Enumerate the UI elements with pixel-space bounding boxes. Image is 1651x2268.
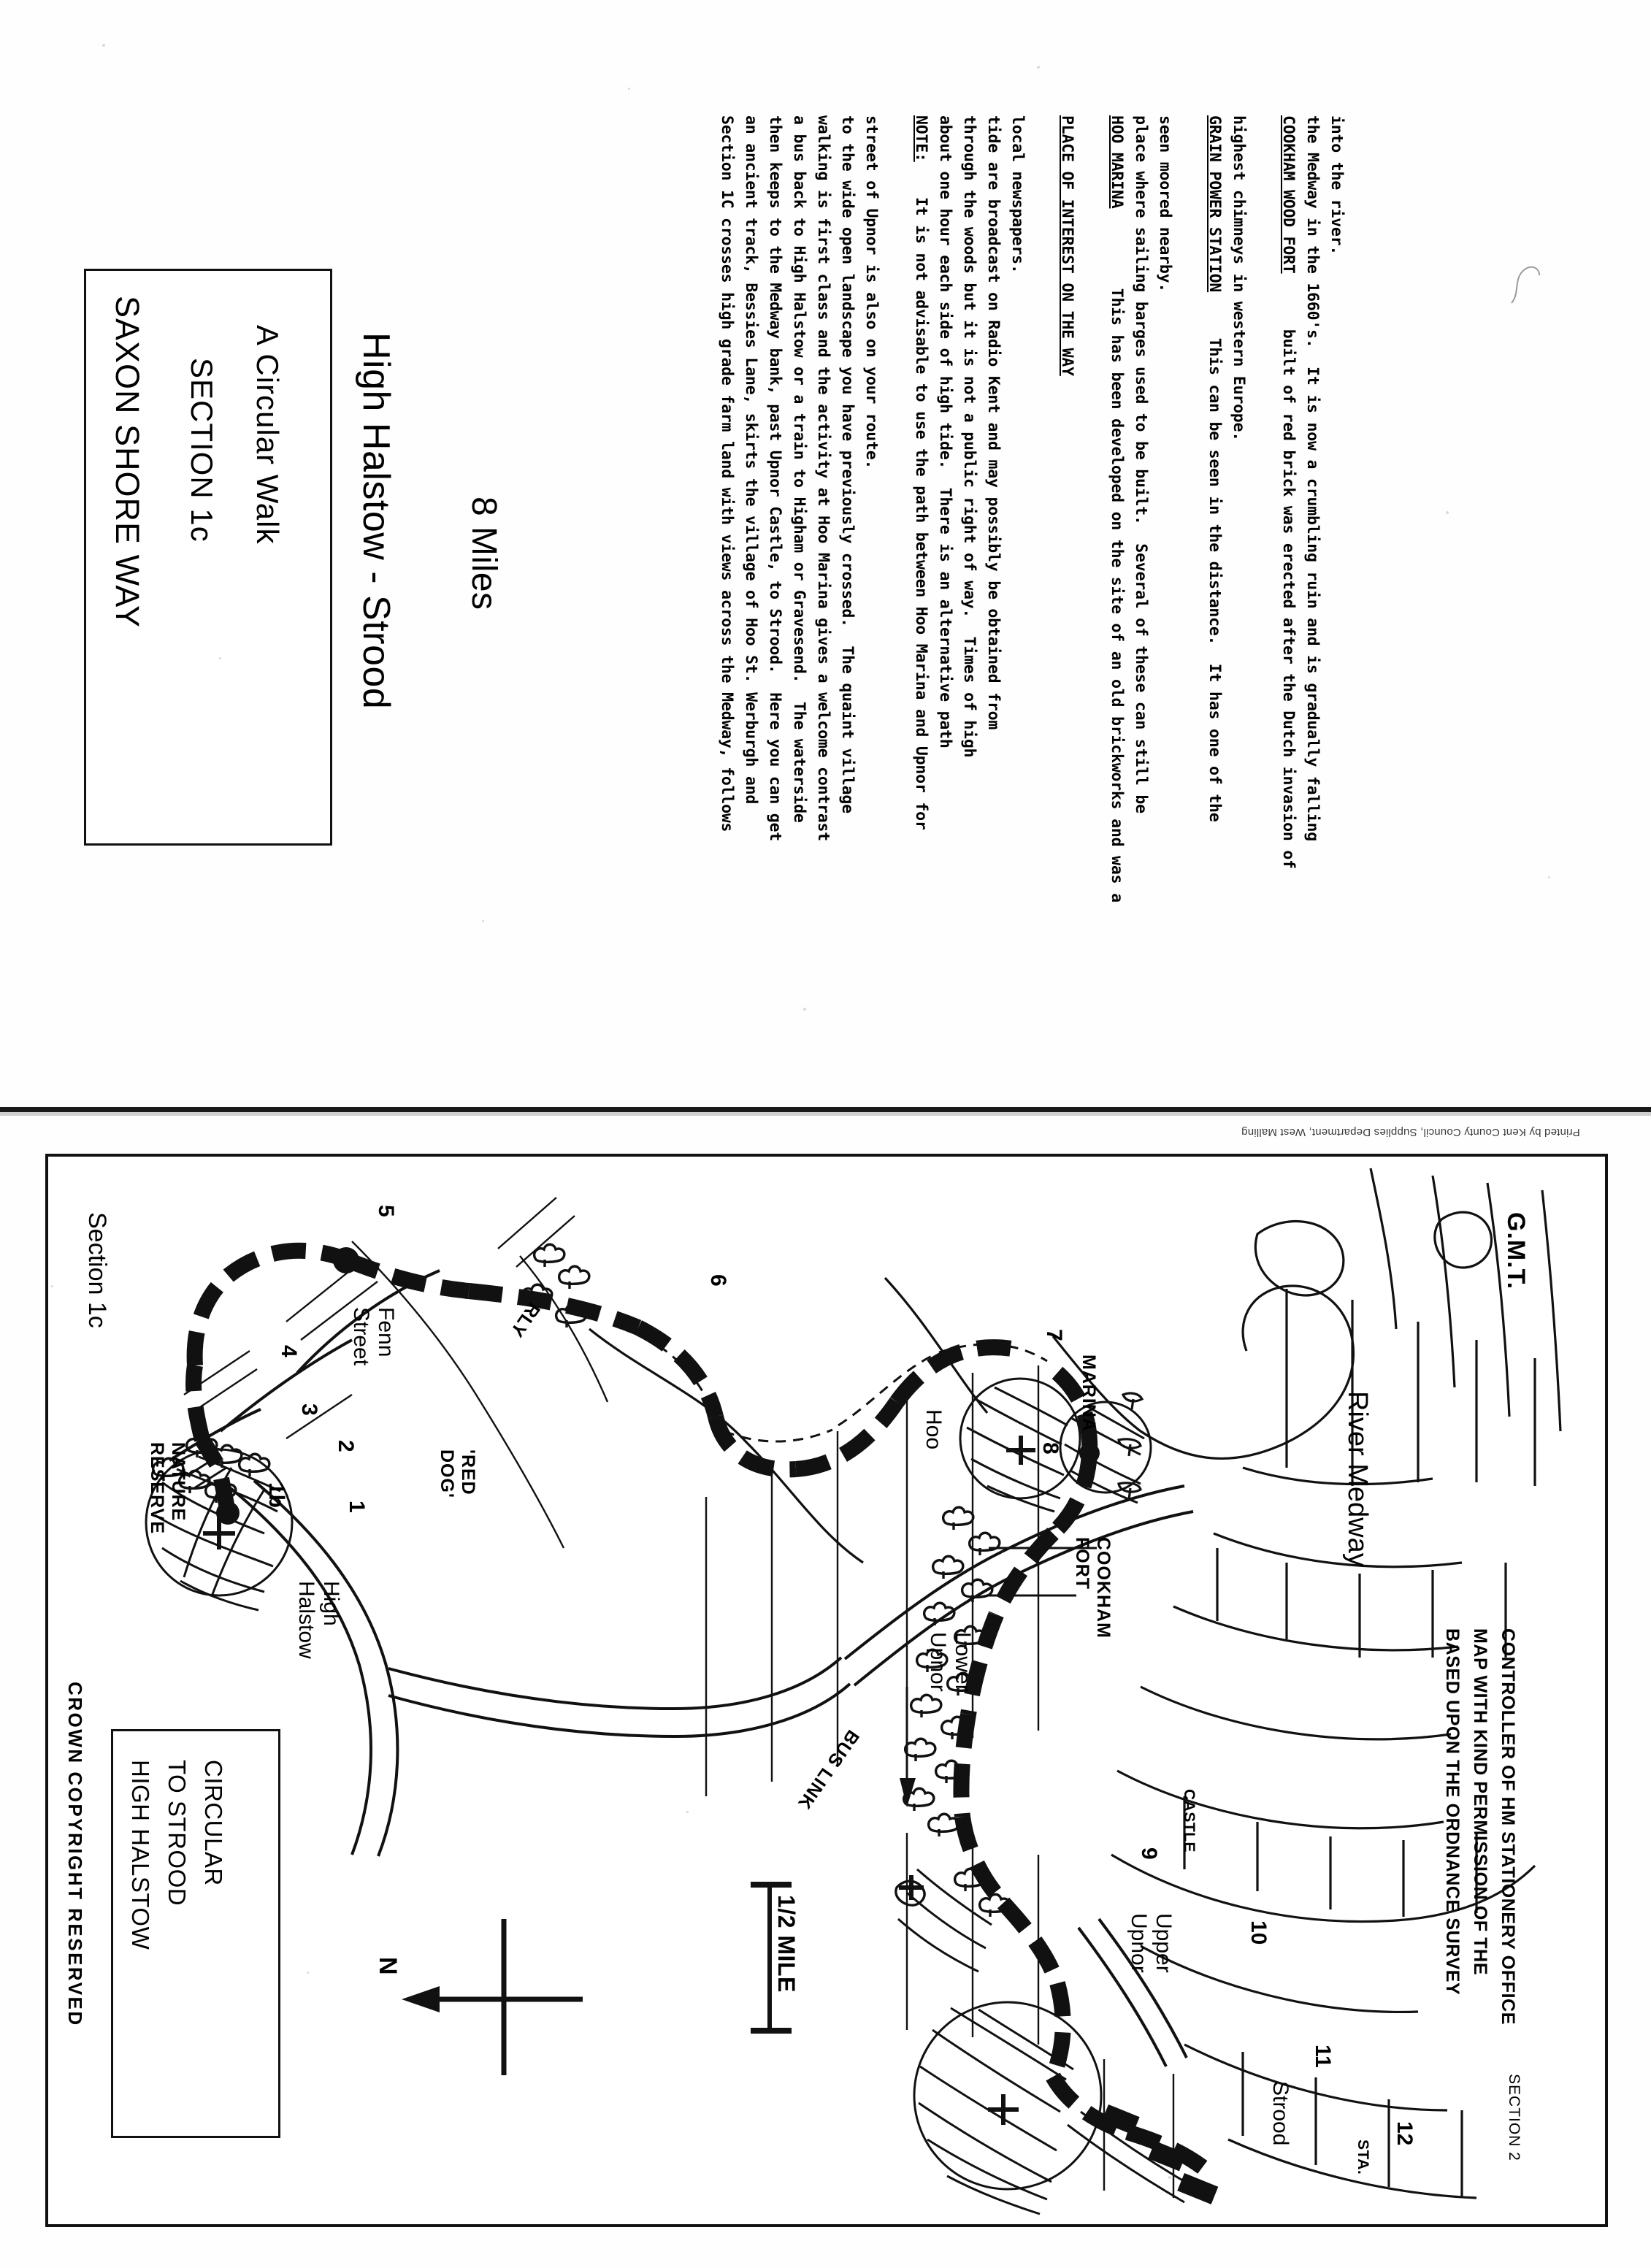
legend-line-3: CIRCULAR: [200, 1760, 227, 1886]
title-line-2: [184, 358, 219, 543]
scan-speck: [219, 657, 221, 659]
printed-by-text: [1241, 1125, 1580, 1138]
label-high-halstow-line2: Halstow: [294, 1581, 318, 1659]
scan-speck: [1548, 876, 1550, 878]
note-line-3: tide are broadcast on Radio Kent and may possibly be obtained from: [984, 115, 1003, 730]
label-fenn-street: [348, 1307, 398, 1365]
scan-speck: [686, 1811, 689, 1813]
waypoint-1b: [264, 1482, 288, 1508]
poi-cookham-wood-fort-name: COOKHAM WOOD FORT: [1279, 115, 1298, 274]
poi-grain-line-1: highest chimneys in western Europe.: [1230, 115, 1248, 442]
note-row: [1005, 115, 1030, 274]
intro-row: [835, 115, 859, 813]
poi-hoo-marina-line-1: place where sailing barges used to be built. Several of these can still be: [1132, 115, 1150, 813]
note-line-1: about one hour each side of high tide. There is an alternative path: [936, 115, 954, 748]
note-line-4: local newspapers.: [1008, 115, 1027, 274]
poi-row: [1153, 115, 1177, 292]
os-attribution-line-1-wrap: [1440, 1628, 1464, 1995]
poi-cookham-line-0: built of red brick was erected after the Dutch invasion of: [1279, 320, 1298, 869]
legend-line-1: HIGH HALSTOW: [127, 1760, 154, 1950]
scan-speck: [803, 1008, 806, 1011]
waypoint-7: [1041, 1329, 1066, 1341]
scan-speck: [482, 920, 484, 922]
gmt-label-wrap: [1501, 1212, 1530, 1290]
poi-grain-power-station-name: GRAIN POWER STATION: [1206, 115, 1224, 293]
intro-line-3: a bus back to High Halstow or a train to Higham or Gravesend. The waterside: [790, 115, 808, 823]
label-nature-reserve-line1: NATURE: [168, 1442, 188, 1522]
label-fenn-street-line1: Fenn: [374, 1307, 398, 1357]
distance-heading: [464, 497, 504, 610]
label-cookham-fort-line1: COOKHAM: [1093, 1537, 1114, 1639]
label-rly-text: RLY: [505, 1298, 544, 1341]
poi-row: [1301, 115, 1325, 841]
poi-row: [1325, 115, 1349, 255]
poi-cookham-name-wrap: [1276, 115, 1301, 274]
label-river-medway: [1341, 1391, 1373, 1567]
waypoint-4: [276, 1345, 301, 1357]
scan-speck: [628, 88, 630, 90]
os-attribution-line-3: CONTROLLER OF HM STATIONERY OFFICE: [1498, 1628, 1518, 2026]
label-marina-text: MARINA: [1079, 1355, 1099, 1432]
section-2-ref-wrap: [1505, 2074, 1522, 2161]
waypoint-6-label: 6: [706, 1274, 730, 1287]
label-cookham-fort: [1071, 1537, 1114, 1639]
label-marina: [1078, 1355, 1099, 1432]
label-fenn-street-line2: Street: [349, 1307, 373, 1366]
label-red-dog-line1: 'RED: [458, 1449, 478, 1495]
crown-copyright-label: CROWN COPYRIGHT RESERVED: [64, 1682, 86, 2027]
title-circular-walk: A Circular Walk: [250, 325, 285, 545]
label-station: [1354, 2139, 1371, 2175]
poi-row: [1129, 115, 1153, 813]
poi-row: [1105, 279, 1129, 903]
label-nature-reserve-line2: RESERVE: [147, 1442, 167, 1535]
intro-line-6: street of Upnor is also on your route.: [862, 115, 881, 470]
os-attribution-line-2: MAP WITH KIND PERMISSION OF THE: [1470, 1628, 1490, 1976]
waypoint-2: [333, 1440, 358, 1452]
route-distance: 8 Miles: [464, 497, 503, 610]
waypoint-3-label: 3: [297, 1403, 321, 1416]
label-lower-upnor-line1: Lower: [951, 1632, 975, 1692]
poi-row: [1227, 115, 1251, 441]
scan-speck: [51, 1285, 53, 1287]
scan-speck: [1446, 511, 1449, 514]
page-fold-shadow: [0, 1112, 1651, 1116]
intro-row: [811, 115, 835, 841]
title-section: SECTION 1c: [185, 358, 219, 543]
os-attribution-line-1: BASED UPON THE ORDNANCE SURVEY: [1442, 1628, 1463, 1996]
scan-speck: [307, 1972, 309, 1974]
waypoint-1b-label: 1b: [264, 1482, 288, 1509]
scan-speck: [102, 44, 105, 47]
note-row: [933, 115, 957, 748]
waypoint-8: [1038, 1442, 1062, 1455]
waypoint-3: [296, 1403, 321, 1416]
label-castle: [1180, 1789, 1198, 1853]
note-row: [981, 115, 1005, 729]
note-row: [957, 115, 981, 757]
label-high-halstow-line1: High: [319, 1581, 343, 1626]
poi-cookham-line-2: into the river.: [1328, 115, 1346, 256]
map-drawing: [45, 1154, 1608, 2227]
title-line-3: [250, 325, 285, 545]
label-bus-link-text: BUS LINK: [793, 1725, 863, 1814]
label-lower-upnor: [925, 1632, 975, 1692]
waypoint-8-label: 8: [1038, 1442, 1062, 1455]
intro-line-2: then keeps to the Medway bank, past Upnor Castle, to Strood. Here you can get: [766, 115, 784, 842]
label-cookham-fort-line2: FORT: [1072, 1537, 1092, 1590]
waypoint-10-label: 10: [1246, 1920, 1271, 1945]
intro-row: [787, 115, 811, 823]
waypoint-5: [373, 1205, 398, 1217]
waypoint-4-label: 4: [277, 1345, 301, 1357]
waypoint-11: [1310, 2045, 1335, 2068]
label-high-halstow: [294, 1581, 343, 1659]
map-section-label: Section 1c: [83, 1212, 111, 1328]
poi-cookham-line-1: the Medway in the 1660's. It is now a crumbling ruin and is gradually falling: [1303, 115, 1322, 842]
note-line-2: through the woods but it is not a public right of way. Times of high: [960, 115, 978, 758]
poi-row: [1276, 320, 1301, 869]
label-upper-upnor: [1126, 1913, 1176, 1973]
waypoint-7-label: 7: [1042, 1329, 1066, 1341]
note-line-0: It is not advisable to use the path between Hoo Marina and Upnor for: [912, 197, 930, 830]
label-strood: [1268, 2081, 1292, 2145]
scale-label: 1/2 MILE: [773, 1895, 800, 1993]
title-saxon-shore-way: SAXON SHORE WAY: [109, 296, 146, 629]
label-station-text: STA.: [1355, 2139, 1371, 2175]
waypoint-1-label: 1: [345, 1501, 369, 1513]
poi-row: [1203, 329, 1227, 821]
poi-hoo-marina-name-wrap: [1105, 115, 1129, 208]
waypoint-2-label: 2: [334, 1440, 358, 1452]
waypoint-12: [1392, 2121, 1417, 2145]
label-hoo: [921, 1409, 946, 1449]
scan-speck: [1168, 2176, 1171, 2179]
intro-line-1: an ancient track, Bessies Lane, skirts the village of Hoo St. Werburgh and: [742, 115, 760, 805]
note-row: [909, 197, 933, 830]
section-2-ref: SECTION 2: [1506, 2074, 1522, 2161]
waypoint-12-label: 12: [1393, 2121, 1417, 2146]
places-heading-wrap: [1055, 115, 1079, 376]
label-castle-text: CASTLE: [1181, 1789, 1198, 1853]
label-red-dog: [436, 1449, 478, 1498]
poi-grain-line-0: This can be seen in the distance. It has one of the: [1206, 329, 1224, 822]
waypoint-11-label: 11: [1311, 2045, 1335, 2068]
scan-squiggle: [1510, 259, 1554, 310]
os-attribution-line-3-wrap: [1495, 1628, 1520, 2025]
printed-by-label: Printed by Kent County Council, Supplies Department, West Malling: [1241, 1126, 1580, 1138]
poi-hoo-marina-name: HOO MARINA: [1108, 115, 1126, 209]
os-attribution-line-2-wrap: [1468, 1628, 1492, 1975]
label-nature-reserve: [146, 1442, 188, 1534]
intro-row: [763, 115, 787, 841]
waypoint-9: [1136, 1847, 1161, 1860]
intro-paragraph: [715, 115, 739, 832]
label-red-dog-line2: DOG': [437, 1449, 457, 1498]
intro-line-4: walking is first class and the activity at Hoo Marina gives a welcome contrast: [814, 115, 832, 842]
label-strood-text: Strood: [1268, 2081, 1292, 2146]
waypoint-10: [1246, 1920, 1271, 1945]
note-label: NOTE:: [912, 115, 930, 162]
intro-row: [859, 115, 884, 469]
intro-line-5: to the wide open landscape you have previously crossed. The quaint village: [838, 115, 857, 813]
poi-grain-name-wrap: [1203, 115, 1227, 292]
places-of-interest-heading: PLACE OF INTEREST ON THE WAY: [1058, 115, 1076, 376]
waypoint-1: [344, 1501, 369, 1513]
gmt-label: G.M.T.: [1502, 1212, 1530, 1290]
waypoint-6: [705, 1274, 730, 1287]
label-lower-upnor-line2: Upnor: [926, 1632, 950, 1692]
label-hoo-text: Hoo: [922, 1409, 946, 1450]
note-label-wrap: [909, 115, 933, 162]
label-upper-upnor-line2: Upnor: [1127, 1913, 1151, 1973]
intro-row: [739, 115, 763, 804]
legend-line-2: TO STROOD: [164, 1760, 191, 1907]
north-label: N: [374, 1957, 402, 1975]
route-name: High Halstow - Strood: [355, 332, 397, 710]
scan-speck: [1037, 66, 1040, 69]
route-heading: [354, 332, 398, 709]
title-line-1: [108, 296, 146, 628]
label-river-medway-text: River Medway: [1342, 1391, 1373, 1567]
intro-line-0: Section 1C crosses high grade farm land with views across the Medway, follows: [718, 115, 736, 832]
waypoint-5-label: 5: [374, 1205, 398, 1217]
poi-hoo-marina-line-0: This has been developed on the site of an old brickworks and was a: [1108, 279, 1126, 903]
waypoint-9-label: 9: [1137, 1847, 1161, 1860]
label-upper-upnor-line1: Upper: [1152, 1913, 1176, 1973]
page-fold-line: [0, 1107, 1651, 1112]
poi-hoo-marina-line-2: seen moored nearby.: [1156, 115, 1174, 293]
